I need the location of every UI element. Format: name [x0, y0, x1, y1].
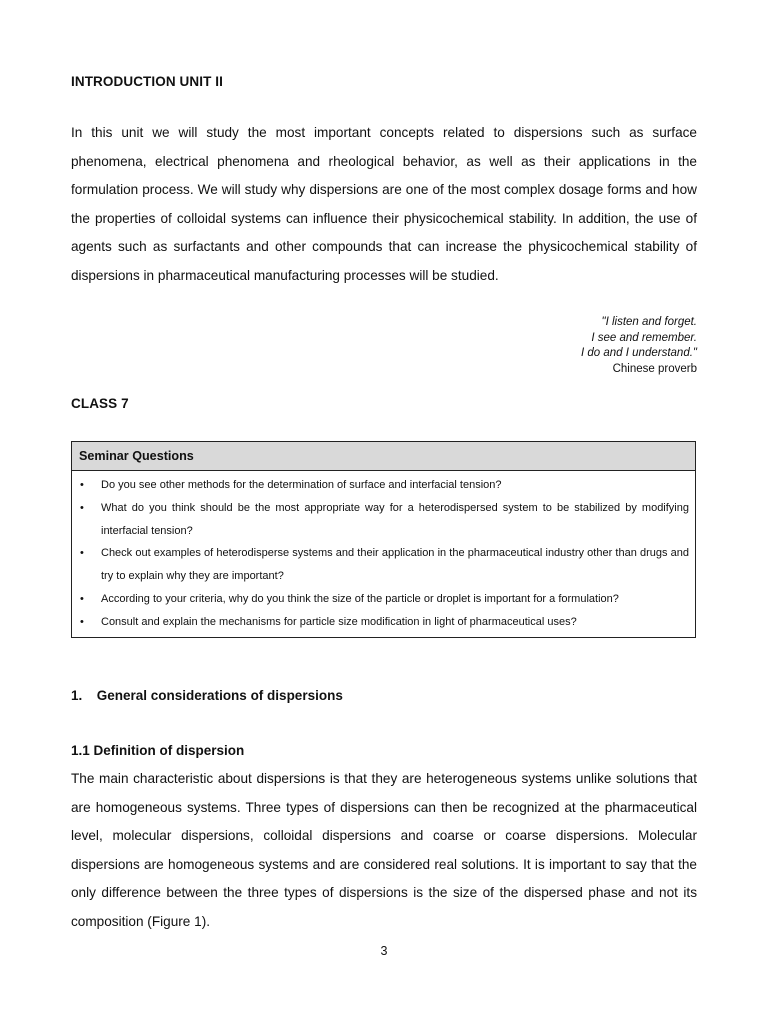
- definition-paragraph: The main characteristic about dispersions is that they are heterogeneous systems unlike solutions that are homogeneous systems. Three types of dispersions can then be recognized at the pharmaceutical level, molecular dispersions, colloidal dispersions and coarse or coarse dispersions. Molecular dispersions are homogeneous systems and are considered real solutions. It is important to say that the only difference between the three types of dispersions is the size of the dispersed phase and not its composition (Figure 1).: [71, 771, 697, 929]
- question-text: Check out examples of heterodisperse systems and their application in the pharmaceutical industry other than drugs and try to explain why they are important?: [101, 547, 689, 583]
- subsection-heading: 1.1 Definition of dispersion: [71, 743, 245, 758]
- section-heading: [71, 688, 343, 703]
- quote-line-1: "I listen and forget.: [601, 316, 697, 328]
- seminar-questions-list: [72, 471, 695, 634]
- list-item: [78, 474, 689, 497]
- list-item: [78, 588, 689, 611]
- bullet-icon: •: [80, 479, 84, 491]
- seminar-questions-title: Seminar Questions: [72, 442, 695, 471]
- quote-line-2: I see and remember.: [591, 331, 697, 344]
- question-text: Do you see other methods for the determination of surface and interfacial tension?: [101, 479, 502, 491]
- list-item: [78, 542, 689, 588]
- list-item: [78, 611, 689, 634]
- list-item: [78, 497, 689, 543]
- bullet-icon: •: [80, 501, 84, 514]
- section-title: General considerations of dispersions: [96, 688, 343, 703]
- intro-heading: INTRODUCTION UNIT II: [71, 74, 223, 89]
- question-text: Consult and explain the mechanisms for particle size modification in light of pharmaceutical uses?: [101, 615, 577, 628]
- page-number: 3: [380, 944, 388, 958]
- question-text: According to your criteria, why do you think the size of the particle or droplet is important for a formulation?: [101, 592, 619, 605]
- bullet-icon: •: [80, 547, 84, 560]
- bullet-icon: •: [80, 592, 84, 605]
- seminar-questions-box: [71, 441, 696, 638]
- quote-line-3: I do and I understand.": [581, 347, 697, 360]
- intro-paragraph: In this unit we will study the most important concepts related to dispersions such as surface phenomena, electrical phenomena and rheological behavior, as well as their applications in the formulation process. We will study why dispersions are one of the most complex dosage forms and how the properties of colloidal systems can influence their physicochemical stability. In addition, the use of agents such as surfactants and other compounds that can increase the physicochemical stability of dispersions in pharmaceutical manufacturing processes will be studied.: [71, 125, 697, 283]
- section-number: 1.: [71, 688, 83, 703]
- class-heading: CLASS 7: [71, 396, 129, 411]
- bullet-icon: •: [80, 615, 84, 628]
- proverb-quote: [581, 315, 697, 377]
- question-text: What do you think should be the most appropriate way for a heterodispersed system to be stabilized by modifying interfacial tension?: [101, 501, 689, 537]
- quote-author: Chinese proverb: [612, 362, 697, 375]
